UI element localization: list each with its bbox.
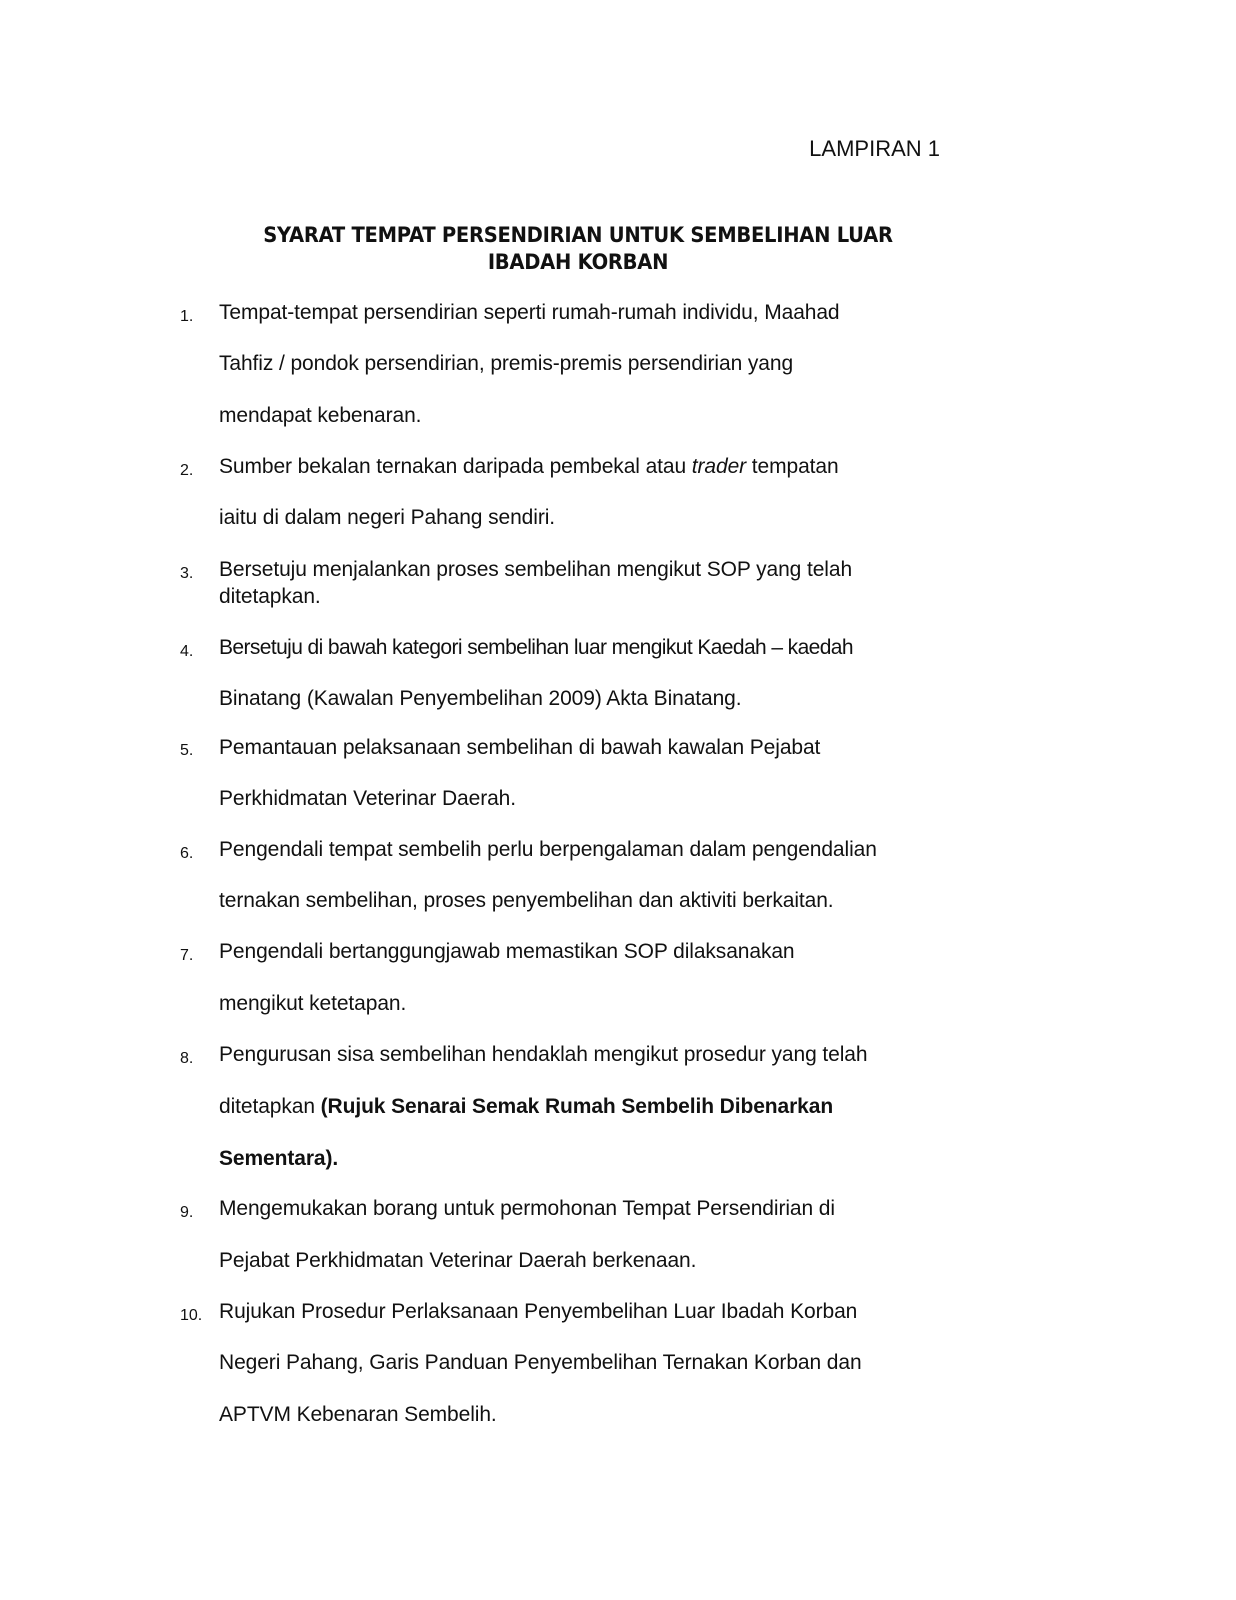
item-number: 4. bbox=[180, 643, 194, 660]
item-2-text-b: tempatan bbox=[746, 455, 839, 478]
item-number: 8. bbox=[180, 1050, 194, 1067]
item-2-line-1 bbox=[219, 455, 839, 479]
item-1-line-3: mendapat kebenaran. bbox=[219, 404, 422, 427]
item-3-line-2: ditetapkan. bbox=[219, 585, 321, 608]
item-10-line-3: APTVM Kebenaran Sembelih. bbox=[219, 1403, 497, 1426]
item-8-text: ditetapkan bbox=[219, 1095, 321, 1118]
item-4-line-2: Binatang (Kawalan Penyembelihan 2009) Akta Binatang. bbox=[219, 687, 742, 710]
item-6-line-1: Pengendali tempat sembelih perlu berpengalaman dalam pengendalian bbox=[219, 838, 877, 861]
item-number: 7. bbox=[180, 947, 194, 964]
document-title bbox=[189, 222, 966, 276]
item-number: 5. bbox=[180, 742, 194, 759]
item-9-line-1: Mengemukakan borang untuk permohonan Tempat Persendirian di bbox=[219, 1197, 835, 1220]
item-10-line-2: Negeri Pahang, Garis Panduan Penyembelihan Ternakan Korban dan bbox=[219, 1351, 862, 1374]
item-5-line-2: Perkhidmatan Veterinar Daerah. bbox=[219, 787, 516, 810]
item-1-line-1: Tempat-tempat persendirian seperti rumah-rumah individu, Maahad bbox=[219, 301, 840, 324]
item-number: 6. bbox=[180, 845, 194, 862]
title-line-2: IBADAH KORBAN bbox=[487, 250, 669, 274]
item-7-line-2: mengikut ketetapan. bbox=[219, 992, 407, 1015]
item-8-line-3 bbox=[219, 1147, 338, 1171]
item-8-line-1: Pengurusan sisa sembelihan hendaklah mengikut prosedur yang telah bbox=[219, 1043, 868, 1066]
item-7-line-1: Pengendali bertanggungjawab memastikan SOP dilaksanakan bbox=[219, 940, 795, 963]
item-4-line-1: Bersetuju di bawah kategori sembelihan luar mengikut Kaedah – kaedah bbox=[219, 636, 853, 659]
item-2-text-a: Sumber bekalan ternakan daripada pembekal atau bbox=[219, 455, 692, 478]
item-10-line-1: Rujukan Prosedur Perlaksanaan Penyembelihan Luar Ibadah Korban bbox=[219, 1300, 858, 1323]
item-6-line-2: ternakan sembelihan, proses penyembelihan dan aktiviti berkaitan. bbox=[219, 889, 834, 912]
item-number: 2. bbox=[180, 462, 194, 479]
title-line-1: SYARAT TEMPAT PERSENDIRIAN UNTUK SEMBELIHAN LUAR bbox=[263, 223, 893, 247]
item-number: 10. bbox=[180, 1307, 203, 1324]
item-3-line-1: Bersetuju menjalankan proses sembelihan mengikut SOP yang telah bbox=[219, 558, 853, 581]
item-number: 3. bbox=[180, 565, 194, 582]
item-8-reference-bold-end: Sementara). bbox=[219, 1147, 339, 1170]
item-1-line-2: Tahfiz / pondok persendirian, premis-premis persendirian yang bbox=[219, 352, 794, 375]
item-number: 1. bbox=[180, 308, 194, 325]
item-8-line-2 bbox=[219, 1095, 833, 1119]
annex-label: LAMPIRAN 1 bbox=[809, 136, 940, 161]
item-2-italic-term: trader bbox=[691, 455, 747, 478]
item-9-line-2: Pejabat Perkhidmatan Veterinar Daerah berkenaan. bbox=[219, 1249, 697, 1272]
item-number: 9. bbox=[180, 1204, 194, 1221]
item-2-line-2: iaitu di dalam negeri Pahang sendiri. bbox=[219, 506, 556, 529]
item-8-reference-bold: (Rujuk Senarai Semak Rumah Sembelih Dibenarkan bbox=[320, 1095, 834, 1118]
item-5-line-1: Pemantauan pelaksanaan sembelihan di bawah kawalan Pejabat bbox=[219, 736, 821, 759]
